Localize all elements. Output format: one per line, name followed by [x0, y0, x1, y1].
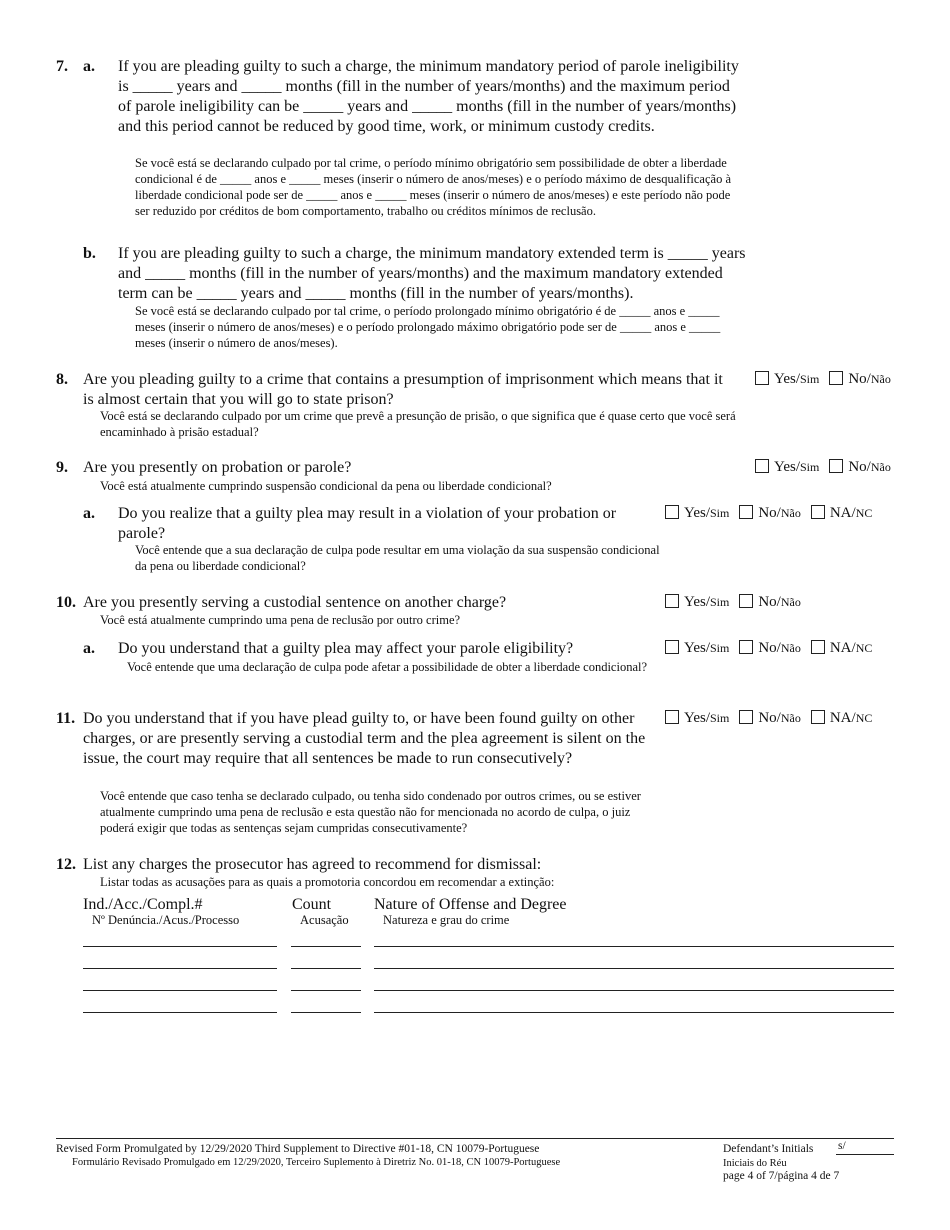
blank-offense-line[interactable] — [374, 968, 894, 969]
blank-indictment-line[interactable] — [83, 946, 277, 947]
q12-number: 12. — [56, 856, 76, 873]
q11-na-option[interactable]: NA/NC — [811, 708, 873, 728]
q10a-letter: a. — [83, 640, 95, 657]
q12-text: List any charges the prosecutor has agreed to recommend for dismissal: — [83, 856, 542, 873]
q8-yes-checkbox[interactable] — [755, 371, 769, 385]
q10-options — [665, 592, 811, 612]
blank-offense-line[interactable] — [374, 946, 894, 947]
q9-number: 9. — [56, 459, 68, 476]
initials-value: s/ — [838, 1140, 846, 1152]
q7a-text-pt: Se você está se declarando culpado por tal crime, o período mínimo obrigatório sem possibilidade de obter a liberdade condicional é de _____ anos e _____ meses (inserir o número de anos/meses) e o período máximo de desqualificação à liberdade condicional pode ser de _____ anos e _____ meses (inserir o número de anos/meses) e este período não pode ser reduzido por créditos de bom comportamento, trabalho ou créditos mínimos de reclusão. — [135, 156, 731, 218]
col-header-indictment-pt: Nº Denúncia./Acus./Processo — [92, 913, 240, 927]
q10a-text-pt: Você entende que uma declaração de culpa pode afetar a possibilidade de obter a liberdade condicional? — [127, 660, 648, 674]
q9a-yes-checkbox[interactable] — [665, 505, 679, 519]
q9a-text: Do you realize that a guilty plea may result in a violation of your probation or parole? — [118, 505, 617, 542]
q11-na-checkbox[interactable] — [811, 710, 825, 724]
q11-number: 11. — [56, 710, 76, 727]
q11-yes-checkbox[interactable] — [665, 710, 679, 724]
initials-field[interactable] — [836, 1140, 894, 1155]
q10-text: Are you presently serving a custodial sentence on another charge? — [83, 594, 507, 611]
col-header-offense-pt: Natureza e grau do crime — [383, 913, 510, 927]
q9-text-pt: Você está atualmente cumprindo suspensão condicional da pena ou liberdade condicional? — [100, 479, 552, 493]
q7b-text-pt: Se você está se declarando culpado por tal crime, o período prolongado mínimo obrigatório é de _____ anos e _____ meses (inserir o número de anos/meses) e o período prolongado máximo obrigatório pode ser de _____ anos e _____ meses (inserir o número de anos/meses). — [135, 304, 721, 350]
blank-indictment-line[interactable] — [83, 968, 277, 969]
q8-no-option[interactable]: No/Não — [829, 369, 891, 389]
q11-text: Do you understand that if you have plead guilty to, or have been found guilty on other charges, or are presently serving a custodial term and the plea agreement is silent on the issue, the court may require that all sentences be made to run consecutively? — [83, 710, 646, 767]
q10-yes-option[interactable]: Yes/Sim — [665, 592, 729, 612]
q11-text-pt: Você entende que caso tenha se declarado culpado, ou tenha sido condenado por outros crimes, ou se estiver atualmente cumprindo uma pena de reclusão e esta questão não for mencionada no acordo de culpa, o juiz poderá exigir que todas as sentenças sejam cumpridas consecutivamente? — [100, 789, 641, 835]
blank-offense-line[interactable] — [374, 1012, 894, 1013]
q10a-na-checkbox[interactable] — [811, 640, 825, 654]
blank-offense-line[interactable] — [374, 990, 894, 991]
q10a-no-checkbox[interactable] — [739, 640, 753, 654]
q9a-letter: a. — [83, 505, 95, 522]
q10a-options — [665, 638, 882, 658]
q10-no-option[interactable]: No/Não — [739, 592, 801, 612]
q11-yes-option[interactable]: Yes/Sim — [665, 708, 729, 728]
col-header-count-pt: Acusação — [300, 913, 349, 927]
page-number: page 4 of 7/página 4 de 7 — [723, 1170, 840, 1182]
q8-yes-option[interactable]: Yes/Sim — [755, 369, 819, 389]
footer-revised: Revised Form Promulgated by 12/29/2020 Third Supplement to Directive #01-18, CN 10079-Portuguese — [56, 1143, 540, 1155]
blank-indictment-line[interactable] — [83, 990, 277, 991]
q11-no-checkbox[interactable] — [739, 710, 753, 724]
q8-no-checkbox[interactable] — [829, 371, 843, 385]
q7a-letter: a. — [83, 58, 95, 75]
q8-number: 8. — [56, 371, 68, 388]
q8-options — [755, 369, 901, 389]
q11-no-option[interactable]: No/Não — [739, 708, 801, 728]
blank-count-line[interactable] — [291, 1012, 361, 1013]
q10-yes-checkbox[interactable] — [665, 594, 679, 608]
q10-number: 10. — [56, 594, 76, 611]
q10a-yes-option[interactable]: Yes/Sim — [665, 638, 729, 658]
q10a-yes-checkbox[interactable] — [665, 640, 679, 654]
q9-options — [755, 457, 901, 477]
q9-text: Are you presently on probation or parole? — [83, 459, 352, 476]
q9a-no-option[interactable]: No/Não — [739, 503, 801, 523]
q10-no-checkbox[interactable] — [739, 594, 753, 608]
initials-label-pt: Iniciais do Réu — [723, 1158, 787, 1169]
blank-count-line[interactable] — [291, 968, 361, 969]
q9-yes-option[interactable]: Yes/Sim — [755, 457, 819, 477]
q10a-text: Do you understand that a guilty plea may affect your parole eligibility? — [118, 640, 574, 657]
q9a-yes-option[interactable]: Yes/Sim — [665, 503, 729, 523]
q9a-na-option[interactable]: NA/NC — [811, 503, 873, 523]
q9a-text-pt: Você entende que a sua declaração de culpa pode resultar em uma violação da sua suspensão condicional da pena ou liberdade condicional? — [135, 543, 660, 573]
col-header-indictment: Ind./Acc./Compl.# — [83, 896, 203, 913]
blank-indictment-line[interactable] — [83, 1012, 277, 1013]
q9-no-option[interactable]: No/Não — [829, 457, 891, 477]
initials-label: Defendant’s Initials — [723, 1143, 814, 1155]
blank-count-line[interactable] — [291, 990, 361, 991]
q9-no-checkbox[interactable] — [829, 459, 843, 473]
q10a-no-option[interactable]: No/Não — [739, 638, 801, 658]
q8-text-pt: Você está se declarando culpado por um crime que prevê a presunção de prisão, o que significa que é quase certo que você será encaminhado à prisão estadual? — [100, 409, 736, 439]
q9a-no-checkbox[interactable] — [739, 505, 753, 519]
blank-count-line[interactable] — [291, 946, 361, 947]
footer-divider — [56, 1138, 894, 1139]
col-header-count: Count — [292, 896, 332, 913]
q7b-letter: b. — [83, 245, 96, 262]
q9a-na-checkbox[interactable] — [811, 505, 825, 519]
col-header-offense: Nature of Offense and Degree — [374, 896, 567, 913]
q11-options — [665, 708, 882, 728]
q7b-text: If you are pleading guilty to such a charge, the minimum mandatory extended term is _____ years and _____ months (fill in the number of years/months) and the maximum mandatory extended term can be _____ years and _____ months (fill in the number of years/months). — [118, 245, 746, 302]
q10a-na-option[interactable]: NA/NC — [811, 638, 873, 658]
q10-text-pt: Você está atualmente cumprindo uma pena de reclusão por outro crime? — [100, 613, 461, 627]
q12-text-pt: Listar todas as acusações para as quais a promotoria concordou em recomendar a extinção: — [100, 875, 555, 889]
q8-text: Are you pleading guilty to a crime that contains a presumption of imprisonment which means that it is almost certain that you will go to state prison? — [83, 371, 723, 408]
q9-yes-checkbox[interactable] — [755, 459, 769, 473]
q7-number: 7. — [56, 58, 68, 75]
q7a-text: If you are pleading guilty to such a charge, the minimum mandatory period of parole ineligibility is _____ years and _____ months (fill in the number of years/months) and the maximum period of parole ineligibility can be _____ years and _____ months (fill in the number of years/months) and this period cannot be reduced by good time, work, or minimum custody credits. — [118, 58, 739, 135]
footer-revised-pt: Formulário Revisado Promulgado em 12/29/2020, Terceiro Suplemento à Diretriz No. 01-18, CN 10079-Portuguese — [72, 1157, 561, 1168]
q9a-options — [665, 503, 882, 523]
